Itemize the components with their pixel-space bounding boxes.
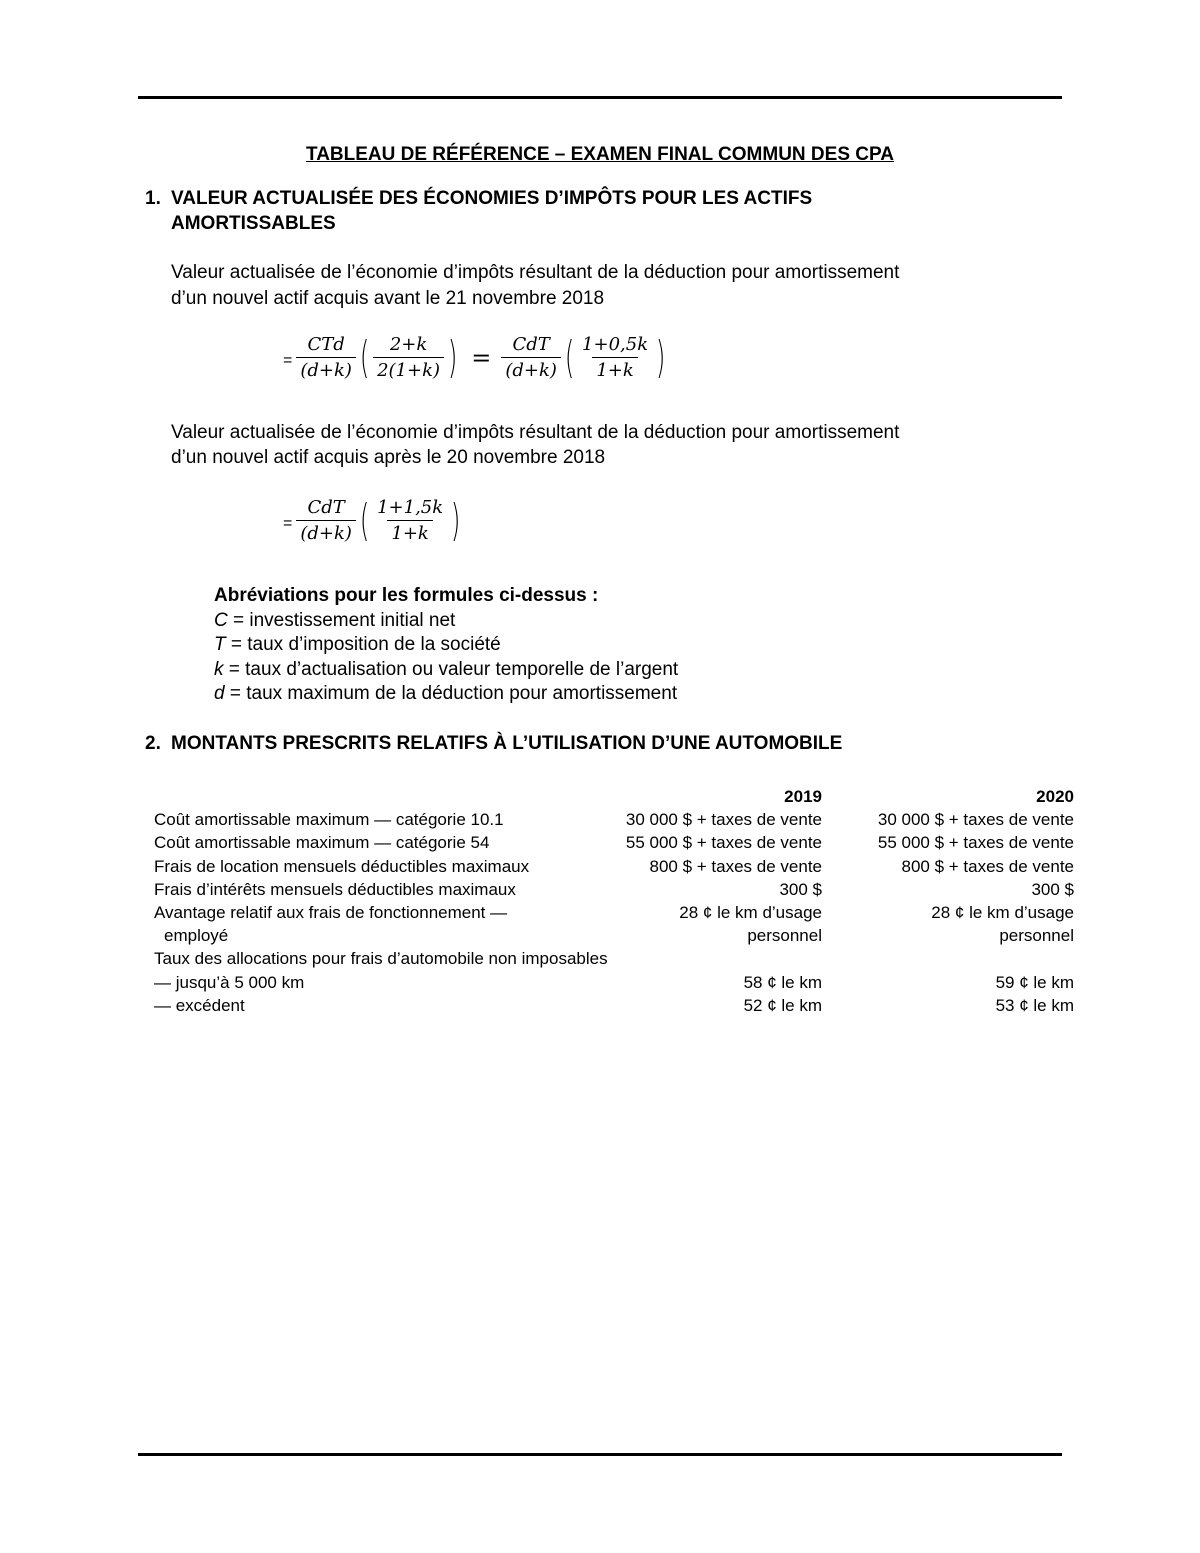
table-header-cell: 2019 bbox=[784, 787, 822, 806]
para2-line2: d’un nouvel actif acquis après le 20 novembre 2018 bbox=[171, 447, 606, 468]
section1-heading-line1: VALEUR ACTUALISÉE DES ÉCONOMIES D’IMPÔTS POUR LES ACTIFS bbox=[171, 188, 813, 209]
table-cell-label: — excédent bbox=[154, 995, 245, 1015]
table-header-row bbox=[154, 785, 1074, 808]
right-paren: ) bbox=[447, 331, 458, 383]
top-rule bbox=[138, 96, 1062, 99]
abbreviation-item bbox=[214, 633, 678, 658]
table-header-cell: 2020 bbox=[1036, 787, 1074, 806]
section2-heading-text: MONTANTS PRESCRITS RELATIFS À L’UTILISATION D’UNE AUTOMOBILE bbox=[171, 733, 843, 754]
table-cell-label: Coût amortissable maximum — catégorie 54 bbox=[154, 833, 490, 853]
fraction bbox=[501, 334, 561, 381]
abbreviations bbox=[214, 584, 678, 707]
abbreviation-item bbox=[214, 658, 678, 683]
right-paren: ) bbox=[655, 331, 666, 383]
abbreviation-text: = taux d’actualisation ou valeur temporelle de l’argent bbox=[223, 658, 679, 680]
automobile-amounts-table bbox=[154, 785, 1074, 1017]
section1-heading bbox=[145, 188, 812, 210]
fraction bbox=[578, 334, 652, 381]
table-cell-2019: 58 ¢ le km bbox=[743, 972, 822, 992]
table-row bbox=[154, 994, 1074, 1017]
para2-line1: Valeur actualisée de l’économie d’impôts résultant de la déduction pour amortissement bbox=[171, 422, 900, 443]
table-row bbox=[154, 971, 1074, 994]
table-cell-label: Coût amortissable maximum — catégorie 10.1 bbox=[154, 810, 504, 830]
section1-heading-line2: AMORTISSABLES bbox=[171, 213, 336, 234]
table-cell-2019: 30 000 $ + taxes de vente bbox=[625, 810, 822, 830]
para1-line2: d’un nouvel actif acquis avant le 21 novembre 2018 bbox=[171, 288, 605, 309]
denominator: (d+k) bbox=[296, 357, 356, 381]
fraction bbox=[373, 497, 447, 544]
table-cell-label: Frais de location mensuels déductibles maximaux bbox=[154, 856, 530, 876]
bottom-rule bbox=[138, 1453, 1062, 1456]
table-cell-2019: 300 $ bbox=[779, 879, 822, 899]
left-paren: ( bbox=[359, 331, 370, 383]
table-cell-2020: 300 $ bbox=[1031, 879, 1074, 899]
table-cell-2020: 800 $ + taxes de vente bbox=[901, 856, 1074, 876]
table-cell-2020: 53 ¢ le km bbox=[995, 995, 1074, 1015]
table-cell-label bbox=[154, 924, 590, 947]
table-cell-2020: 59 ¢ le km bbox=[995, 972, 1074, 992]
document-title: TABLEAU DE RÉFÉRENCE – EXAMEN FINAL COMMUN DES CPA bbox=[306, 144, 894, 165]
table-row bbox=[154, 831, 1074, 854]
denominator: (d+k) bbox=[296, 520, 356, 544]
right-paren: ) bbox=[451, 494, 461, 546]
left-paren: ( bbox=[359, 494, 370, 546]
abbreviations-title: Abréviations pour les formules ci-dessus : bbox=[214, 585, 599, 606]
table-row bbox=[154, 878, 1074, 901]
table-cell-label: Frais d’intérêts mensuels déductibles maximaux bbox=[154, 879, 516, 899]
table-cell-label: — jusqu’à 5 000 km bbox=[154, 972, 305, 992]
fraction bbox=[373, 334, 444, 381]
fraction bbox=[296, 334, 356, 381]
section2-heading bbox=[145, 733, 842, 755]
abbreviation-symbol: k bbox=[214, 658, 224, 680]
table-row bbox=[154, 855, 1074, 878]
numerator: CdT bbox=[512, 334, 550, 355]
section2-number: 2. bbox=[145, 733, 161, 754]
table-cell-2019: 800 $ + taxes de vente bbox=[649, 856, 822, 876]
section1-number: 1. bbox=[145, 188, 161, 209]
para1-line1: Valeur actualisée de l’économie d’impôts résultant de la déduction pour amortissement bbox=[171, 262, 900, 283]
equals-sign: = bbox=[283, 351, 293, 369]
table-cell-2020: 30 000 $ + taxes de vente bbox=[877, 810, 1074, 830]
table-cell-label: Taux des allocations pour frais d’automobile non imposables bbox=[154, 949, 608, 969]
abbreviation-symbol: T bbox=[214, 634, 226, 655]
table-cell-label-continued: employé bbox=[164, 926, 229, 946]
left-paren: ( bbox=[564, 331, 575, 383]
table-cell-2019: 28 ¢ le km d’usage bbox=[679, 903, 822, 923]
table-cell-2019: 52 ¢ le km bbox=[743, 995, 822, 1015]
table-row bbox=[154, 947, 1074, 970]
formula-before-2018 bbox=[283, 331, 669, 383]
fraction bbox=[296, 497, 356, 544]
table-cell-2020: 55 000 $ + taxes de vente bbox=[877, 833, 1074, 853]
numerator: CdT bbox=[307, 497, 345, 518]
table-row bbox=[154, 901, 1074, 924]
equals-sign: = bbox=[283, 514, 293, 532]
denominator: 1+k bbox=[387, 520, 432, 544]
table-row bbox=[154, 808, 1074, 831]
table-header-cell bbox=[154, 785, 590, 808]
abbreviation-symbol: d bbox=[214, 683, 225, 704]
denominator: 1+k bbox=[592, 357, 637, 381]
abbreviation-symbol: C bbox=[214, 609, 228, 631]
denominator: 2(1+k) bbox=[373, 357, 444, 381]
abbreviation-text: = investissement initial net bbox=[227, 609, 456, 631]
numerator: 1+1,5k bbox=[377, 497, 444, 518]
table-cell-2020: personnel bbox=[999, 926, 1074, 946]
abbreviation-text: = taux maximum de la déduction pour amortissement bbox=[224, 683, 678, 704]
table-cell-2019: 55 000 $ + taxes de vente bbox=[625, 833, 822, 853]
table-cell-2020: 28 ¢ le km d’usage bbox=[931, 903, 1074, 923]
numerator: 1+0,5k bbox=[582, 334, 649, 355]
table-row bbox=[154, 924, 1074, 947]
numerator: CTd bbox=[307, 334, 345, 355]
abbreviation-item bbox=[214, 609, 678, 634]
table-cell-2019: personnel bbox=[747, 926, 822, 946]
numerator: 2+k bbox=[389, 334, 428, 355]
abbreviation-text: = taux d’imposition de la société bbox=[225, 634, 501, 655]
denominator: (d+k) bbox=[501, 357, 561, 381]
table-cell-label: Avantage relatif aux frais de fonctionnement — bbox=[154, 903, 508, 923]
formula-after-2018 bbox=[283, 494, 464, 546]
equals-sign: = bbox=[471, 343, 492, 372]
abbreviation-item bbox=[214, 682, 678, 707]
